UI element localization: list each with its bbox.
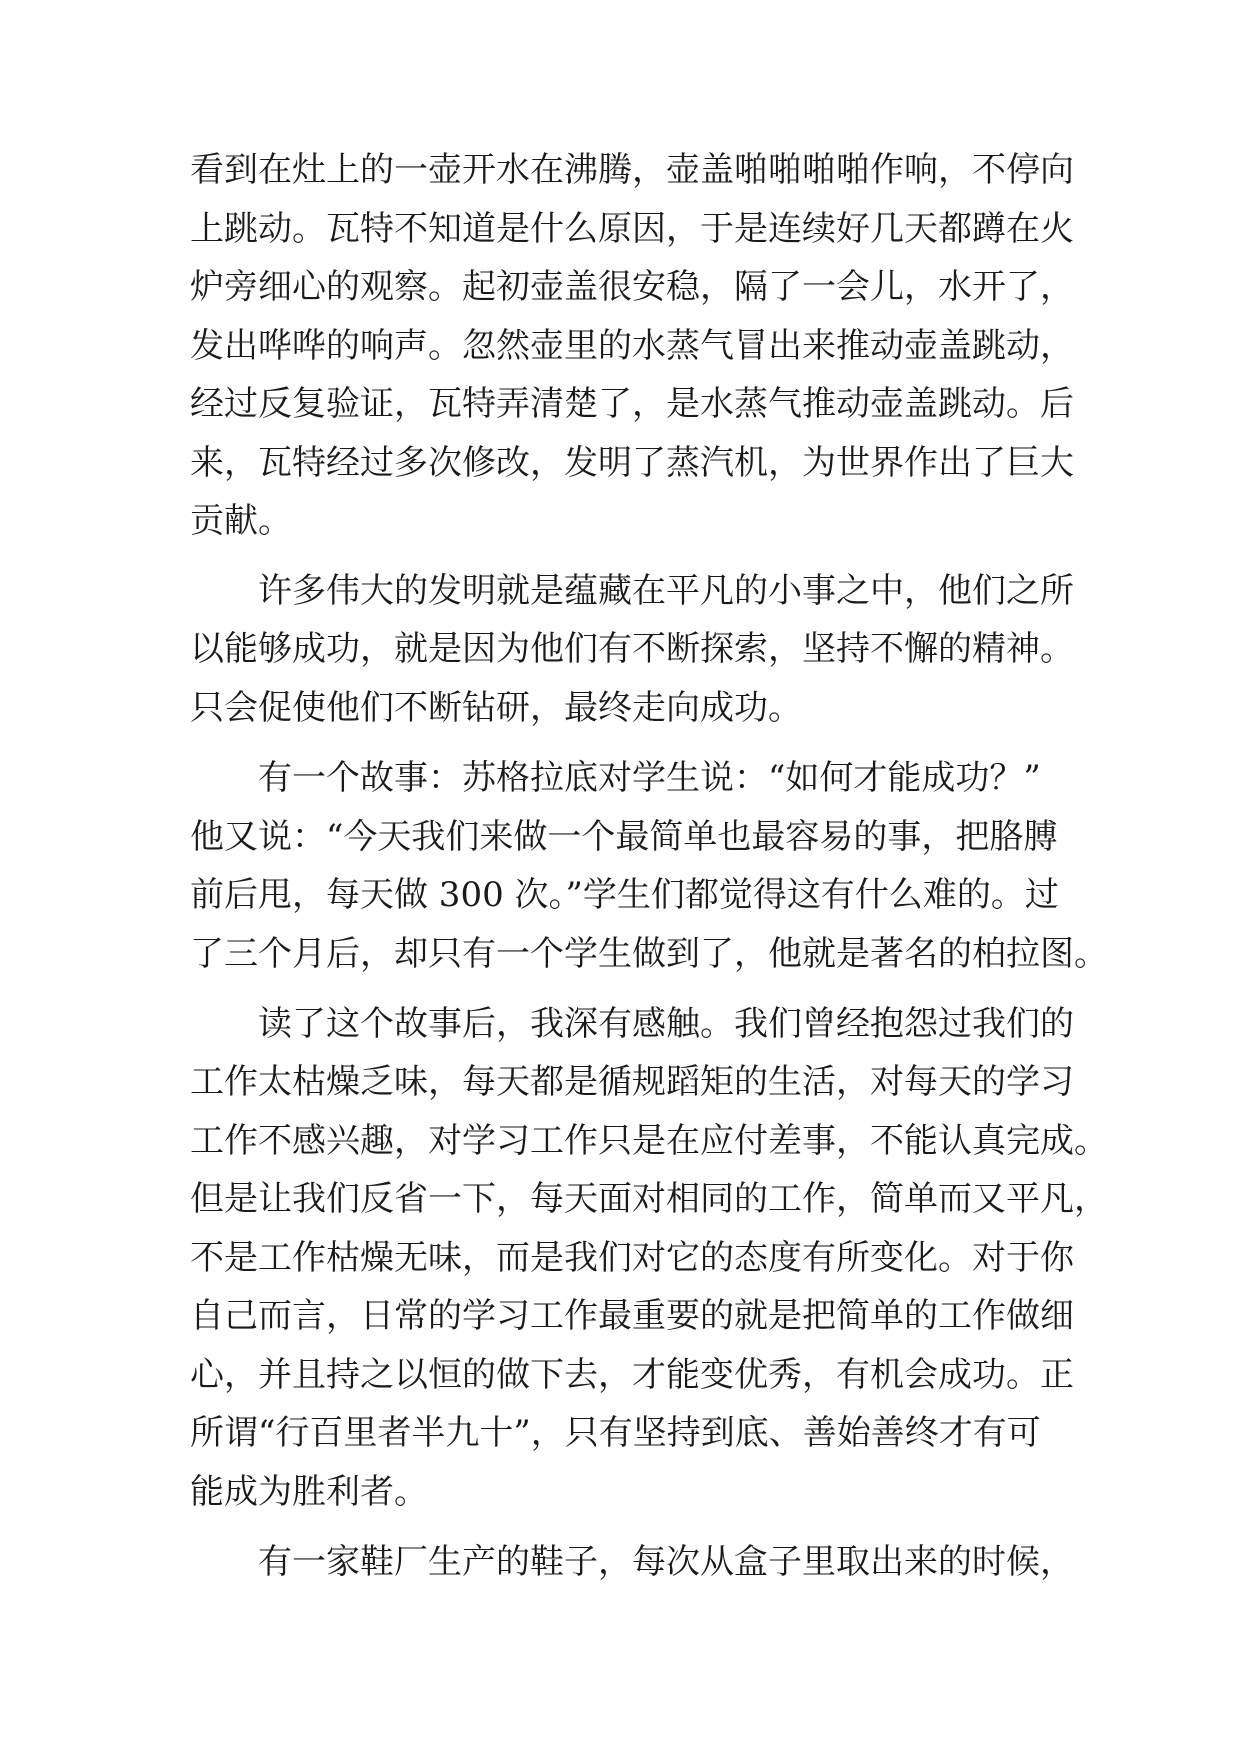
text-line: 工作不感兴趣，对学习工作只是在应付差事，不能认真完成。 [190,1121,1108,1161]
text-line: 工作太枯燥乏味，每天都是循规蹈矩的生活，对每天的学习 [190,1062,1074,1102]
text-line: 来，瓦特经过多次修改，发明了蒸汽机，为世界作出了巨大 [190,443,1074,483]
text-line: 只会促使他们不断钻研，最终走向成功。 [190,688,802,728]
paragraph-first-line: 许多伟大的发明就是蕴藏在平凡的小事之中，他们之所 [258,571,1074,611]
text-line: 发出哗哗的响声。忽然壶里的水蒸气冒出来推动壶盖跳动， [190,326,1074,366]
text-line: 贡献。 [190,501,292,541]
text-line: 看到在灶上的一壶开水在沸腾，壶盖啪啪啪啪作响，不停向 [190,150,1074,190]
paragraph-first-line: 读了这个故事后，我深有感触。我们曾经抱怨过我们的 [258,1004,1074,1044]
text-line: 所谓“行百里者半九十”，只有坚持到底、善始善终才有可 [190,1413,1041,1453]
text-line: 自己而言，日常的学习工作最重要的就是把简单的工作做细 [190,1296,1074,1336]
text-line: 不是工作枯燥无味，而是我们对它的态度有所变化。对于你 [190,1238,1074,1278]
text-line: 心，并且持之以恒的做下去，才能变优秀，有机会成功。正 [190,1355,1074,1395]
text-line: 炉旁细心的观察。起初壶盖很安稳，隔了一会儿，水开了， [190,267,1074,307]
text-line: 了三个月后，却只有一个学生做到了，他就是著名的柏拉图。 [190,934,1108,974]
text-line: 经过反复验证，瓦特弄清楚了，是水蒸气推动壶盖跳动。后 [190,384,1074,424]
text-line: 他又说：“今天我们来做一个最简单也最容易的事，把胳膊 [190,817,1058,857]
text-line: 但是让我们反省一下，每天面对相同的工作，简单而又平凡， [190,1179,1108,1219]
text-line: 前后甩，每天做 300 次。”学生们都觉得这有什么难的。过 [190,875,1059,915]
text-line: 以能够成功，就是因为他们有不断探索，坚持不懈的精神。 [190,629,1074,669]
text-line: 能成为胜利者。 [190,1472,428,1512]
paragraph-first-line: 有一家鞋厂生产的鞋子，每次从盒子里取出来的时候， [258,1542,1074,1582]
paragraph-first-line: 有一个故事：苏格拉底对学生说：“如何才能成功？” [258,758,1041,798]
text-line: 上跳动。瓦特不知道是什么原因，于是连续好几天都蹲在火 [190,209,1074,249]
